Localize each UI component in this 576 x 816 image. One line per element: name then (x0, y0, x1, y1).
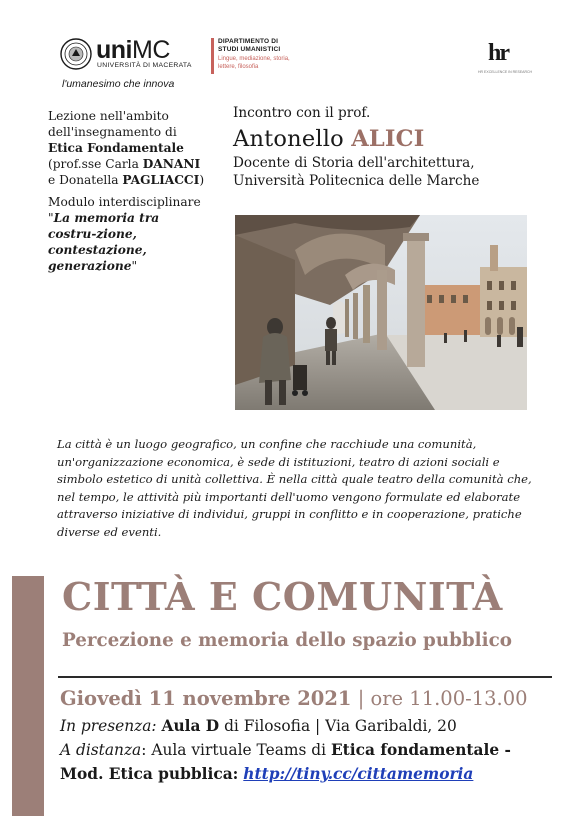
department-logo (211, 37, 301, 77)
unimc-name: UNIVERSITÀ DI MACERATA (97, 62, 192, 69)
department-line1: DIPARTIMENTO DI (218, 38, 279, 45)
professor-1-surname: DANANI (142, 157, 201, 171)
teams-course: Etica fondamentale - (330, 741, 511, 759)
in-person-location: In presenza: Aula D di Filosofia | Via Garibaldi, 20 (60, 717, 457, 735)
room-name: Aula D (161, 717, 220, 735)
hr-mark: hr (488, 40, 508, 66)
arcade-photo (235, 215, 527, 410)
abstract-text: La città è un luogo geografico, un confine che racchiude una comunità, un'organizzazione economica, è sede di istituzioni, teatro di azioni sociali e simbolo estetico di unità collettiva. È nella città quale teatro della comunità che, nel tempo, le attività più importanti dell'uomo vengono formulate ed elaborate attraverso iniziative di individui, gruppi in conflitto e in cooperazione, pratiche diverse ed eventi. (57, 437, 532, 539)
unimc-logo (60, 36, 210, 92)
speaker-role: Docente di Storia dell'architettura, Università Politecnica delle Marche (233, 155, 480, 189)
department-bar (211, 38, 214, 74)
event-link[interactable]: http://tiny.cc/cittamemoria (243, 765, 474, 783)
event-subtitle: Percezione e memoria dello spazio pubblico (62, 630, 512, 651)
accent-bar (12, 576, 44, 816)
event-title: CITTÀ E COMUNITÀ (62, 574, 503, 619)
course-name: Etica Fondamentale (48, 141, 184, 155)
unimc-tagline: l'umanesimo che innova (62, 78, 175, 90)
lesson-info (48, 108, 208, 274)
title-divider (58, 676, 552, 678)
university-seal-icon (60, 38, 92, 70)
professor-2-surname: PAGLIACCI (122, 173, 200, 187)
event-date: Giovedì 11 novembre 2021 (60, 687, 352, 710)
event-datetime: Giovedì 11 novembre 2021 | ore 11.00-13.00 (60, 687, 528, 710)
lesson-context: Lezione nell'ambito dell'insegnamento di Etica Fondamentale (prof.sse Carla DANANI e Donatella PAGLIACCI) (48, 109, 205, 187)
module-link-line (60, 765, 473, 783)
department-line2: STUDI UMANISTICI (218, 46, 281, 53)
speaker-surname: ALICI (351, 126, 425, 152)
module-name: Mod. Etica pubblica: (60, 765, 239, 783)
hr-excellence-logo (478, 40, 533, 80)
meeting-intro: Incontro con il prof. (233, 105, 371, 121)
module-info: Modulo interdisciplinare "La memoria tra costru-zione, contestazione, generazione" (48, 195, 201, 273)
hr-subtitle: HR EXCELLENCE IN RESEARCH (478, 70, 533, 74)
module-title: La memoria tra costru-zione, contestazione, generazione (48, 211, 160, 273)
speaker-name: Antonello ALICI (233, 126, 425, 152)
event-time: ore 11.00-13.00 (370, 687, 528, 710)
remote-location: A distanza: Aula virtuale Teams di Etica fondamentale - (60, 741, 511, 759)
unimc-wordmark: uniMC (96, 36, 170, 64)
arcade-photo-image (235, 215, 527, 410)
department-subtitle: Lingue, mediazione, storia, lettere, filosofia (218, 56, 290, 70)
speaker-info (233, 104, 533, 190)
